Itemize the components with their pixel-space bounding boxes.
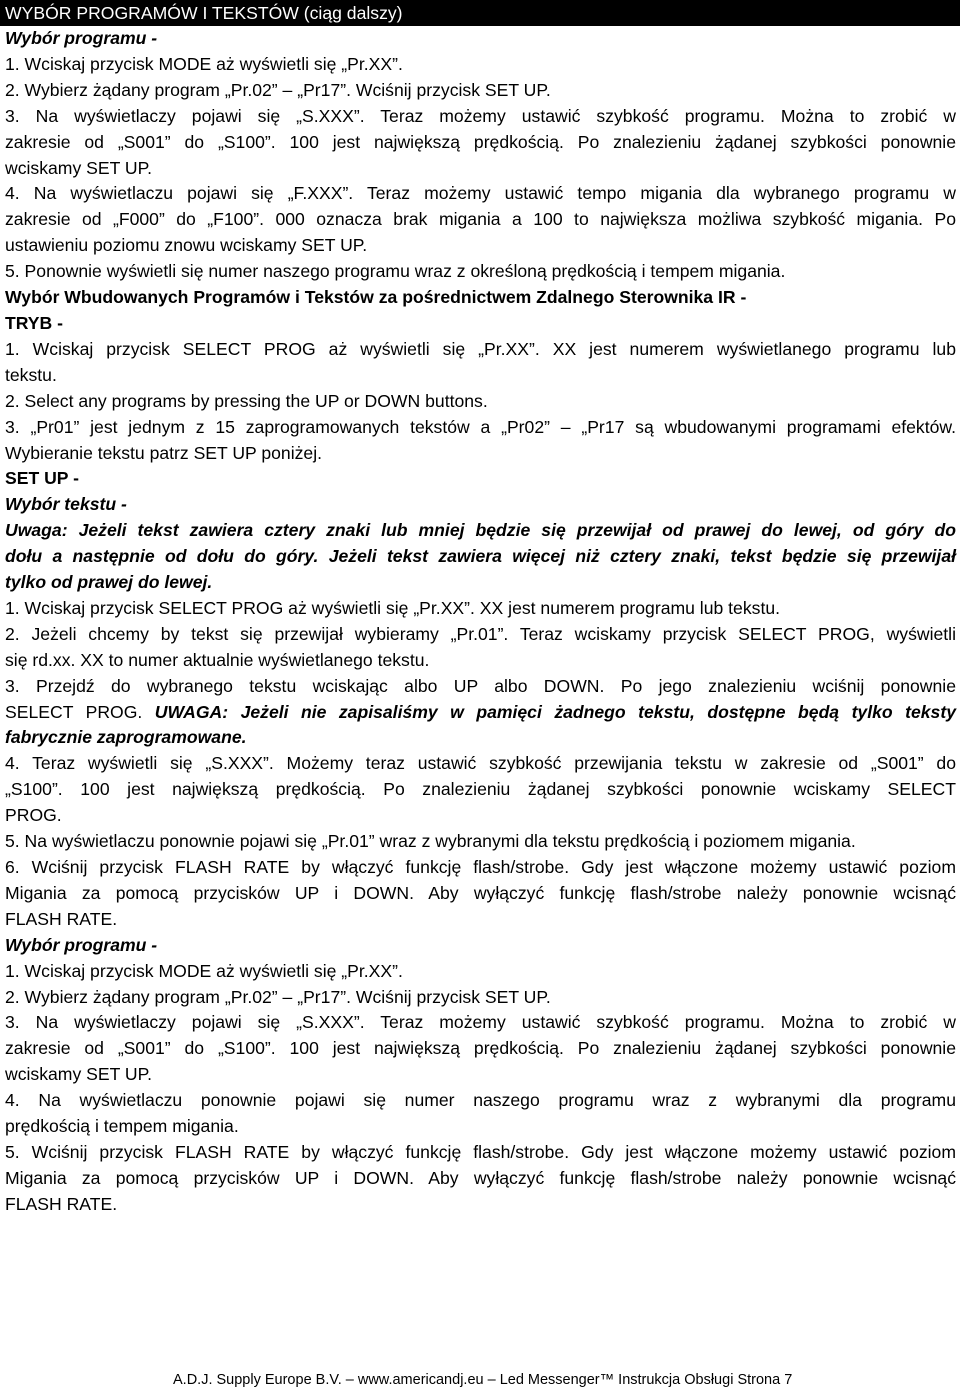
text-line: „S100”. 100 jest największą prędkością. Po znalezieniu żądanej szybkości ponownie wciskamy SELECT (5, 779, 956, 800)
page-footer: A.D.J. Supply Europe B.V. – www.americandj.eu – Led Messenger™ Instrukcja Obsługi Strona 7 (173, 1372, 793, 1388)
text-line: Migania za pomocą przycisków UP i DOWN. Aby wyłączyć funkcję flash/strobe należy ponownie wcisnąć (5, 1167, 956, 1188)
text-line: 1. Wciskaj przycisk MODE aż wyświetli się „Pr.XX”. (5, 960, 403, 981)
text-line: 4. Teraz wyświetli się „S.XXX”. Możemy teraz ustawić szybkość przewijania tekstu w zakresie od „S001” do (5, 753, 956, 774)
text-line: 6. Wciśnij przycisk FLASH RATE by włączyć funkcję flash/strobe. Gdy jest włączone możemy ustawić poziom (5, 857, 956, 877)
text-line: prędkością i tempem migania. (5, 1116, 239, 1137)
text-line: 1. Wciskaj przycisk SELECT PROG aż wyświetli się „Pr.XX”. XX jest numerem wyświetlanego programu lub (5, 338, 956, 359)
text-line: tekstu. (5, 364, 57, 385)
text-line: się rd.xx. XX to numer aktualnie wyświetlanego tekstu. (5, 649, 430, 670)
text-line: tylko od prawej do lewej. (5, 572, 213, 593)
text-line: wciskamy SET UP. (5, 157, 152, 178)
text-line (5, 700, 956, 726)
text-run: SELECT PROG. (5, 701, 155, 722)
text-line: Wybór programu - (5, 28, 158, 48)
text-line: Uwaga: Jeżeli tekst zawiera cztery znaki lub mniej będzie się przewijał od prawej do lewej, od góry do (5, 520, 956, 541)
warning-text: UWAGA: Jeżeli nie zapisaliśmy w pamięci żadnego tekstu, dostępne będą tylko teksty (154, 701, 956, 722)
text-line: FLASH RATE. (5, 908, 118, 929)
text-line: SET UP - (5, 468, 79, 489)
text-line: dołu a następnie od dołu do góry. Jeżeli tekst zawiera więcej niż cztery znaki, tekst będzie się przewijał (5, 546, 956, 567)
text-line: 5. Wciśnij przycisk FLASH RATE by włączyć funkcję flash/strobe. Gdy jest włączone możemy ustawić poziom (5, 1141, 956, 1162)
text-line: 3. Przejdź do wybranego tekstu wciskając albo UP albo DOWN. Po jego znalezieniu wciśnij ponownie (5, 675, 956, 696)
text-line: 1. Wciskaj przycisk MODE aż wyświetli się „Pr.XX”. (5, 53, 403, 74)
text-line: 1. Wciskaj przycisk SELECT PROG aż wyświetli się „Pr.XX”. XX jest numerem programu lub tekstu. (5, 597, 781, 618)
text-line: 2. Wybierz żądany program „Pr.02” – „Pr17”. Wciśnij przycisk SET UP. (5, 986, 551, 1007)
text-line: PROG. (5, 805, 62, 826)
text-line: Wybór tekstu - (5, 494, 127, 515)
section-title-bar: WYBÓR PROGRAMÓW I TEKSTÓW (ciąg dalszy) (0, 0, 960, 26)
text-line: 2. Wybierz żądany program „Pr.02” – „Pr17”. Wciśnij przycisk SET UP. (5, 79, 551, 100)
text-line: ustawieniu poziomu znowu wciskamy SET UP. (5, 235, 368, 256)
text-line: zakresie od „S001” do „S100”. 100 jest największą prędkością. Po znalezieniu żądanej szybkości ponownie (5, 131, 956, 152)
text-line: Wybór programu - (5, 934, 158, 955)
text-line: TRYB - (5, 312, 63, 333)
text-line: 4. Na wyświetlaczu ponownie pojawi się numer naszego programu wraz z wybranymi dla programu (5, 1090, 956, 1111)
text-line: 5. Ponownie wyświetli się numer naszego programu wraz z określoną prędkością i tempem migania. (5, 261, 786, 282)
text-line: zakresie od „F000” do „F100”. 000 oznacza brak migania a 100 to największa możliwa szybkość migania. Po (5, 209, 956, 230)
text-line: 4. Na wyświetlaczu pojawi się „F.XXX”. Teraz możemy ustawić tempo migania dla wybranego programu w (5, 183, 956, 204)
text-line: FLASH RATE. (5, 1193, 118, 1214)
text-line: wciskamy SET UP. (5, 1064, 152, 1085)
document-body (0, 26, 960, 1218)
text-line: Wybór Wbudowanych Programów i Tekstów za pośrednictwem Zdalnego Sterownika IR - (5, 287, 747, 308)
text-line: Wybieranie tekstu patrz SET UP poniżej. (5, 442, 323, 463)
text-line: 5. Na wyświetlaczu ponownie pojawi się „Pr.01” wraz z wybranymi dla tekstu prędkością i poziomem migania. (5, 831, 856, 852)
text-line: 3. „Pr01” jest jednym z 15 zaprogramowanych tekstów a „Pr02” – „Pr17 są wbudowanymi programami efektów. (5, 416, 956, 437)
text-line: 3. Na wyświetlaczy pojawi się „S.XXX”. Teraz możemy ustawić szybkość programu. Można to zrobić w (5, 105, 956, 126)
text-line: 2. Select any programs by pressing the UP or DOWN buttons. (5, 390, 488, 411)
text-line: 3. Na wyświetlaczy pojawi się „S.XXX”. Teraz możemy ustawić szybkość programu. Można to zrobić w (5, 1012, 956, 1033)
text-line: 2. Jeżeli chcemy by tekst się przewijał wybieramy „Pr.01”. Teraz wciskamy przycisk SELECT PROG, wyświetli (5, 623, 956, 644)
text-line: zakresie od „S001” do „S100”. 100 jest największą prędkością. Po znalezieniu żądanej szybkości ponownie (5, 1038, 956, 1059)
text-line: fabrycznie zaprogramowane. (5, 727, 247, 748)
text-line: Migania za pomocą przycisków UP i DOWN. Aby wyłączyć funkcję flash/strobe należy ponownie wcisnąć (5, 882, 956, 903)
